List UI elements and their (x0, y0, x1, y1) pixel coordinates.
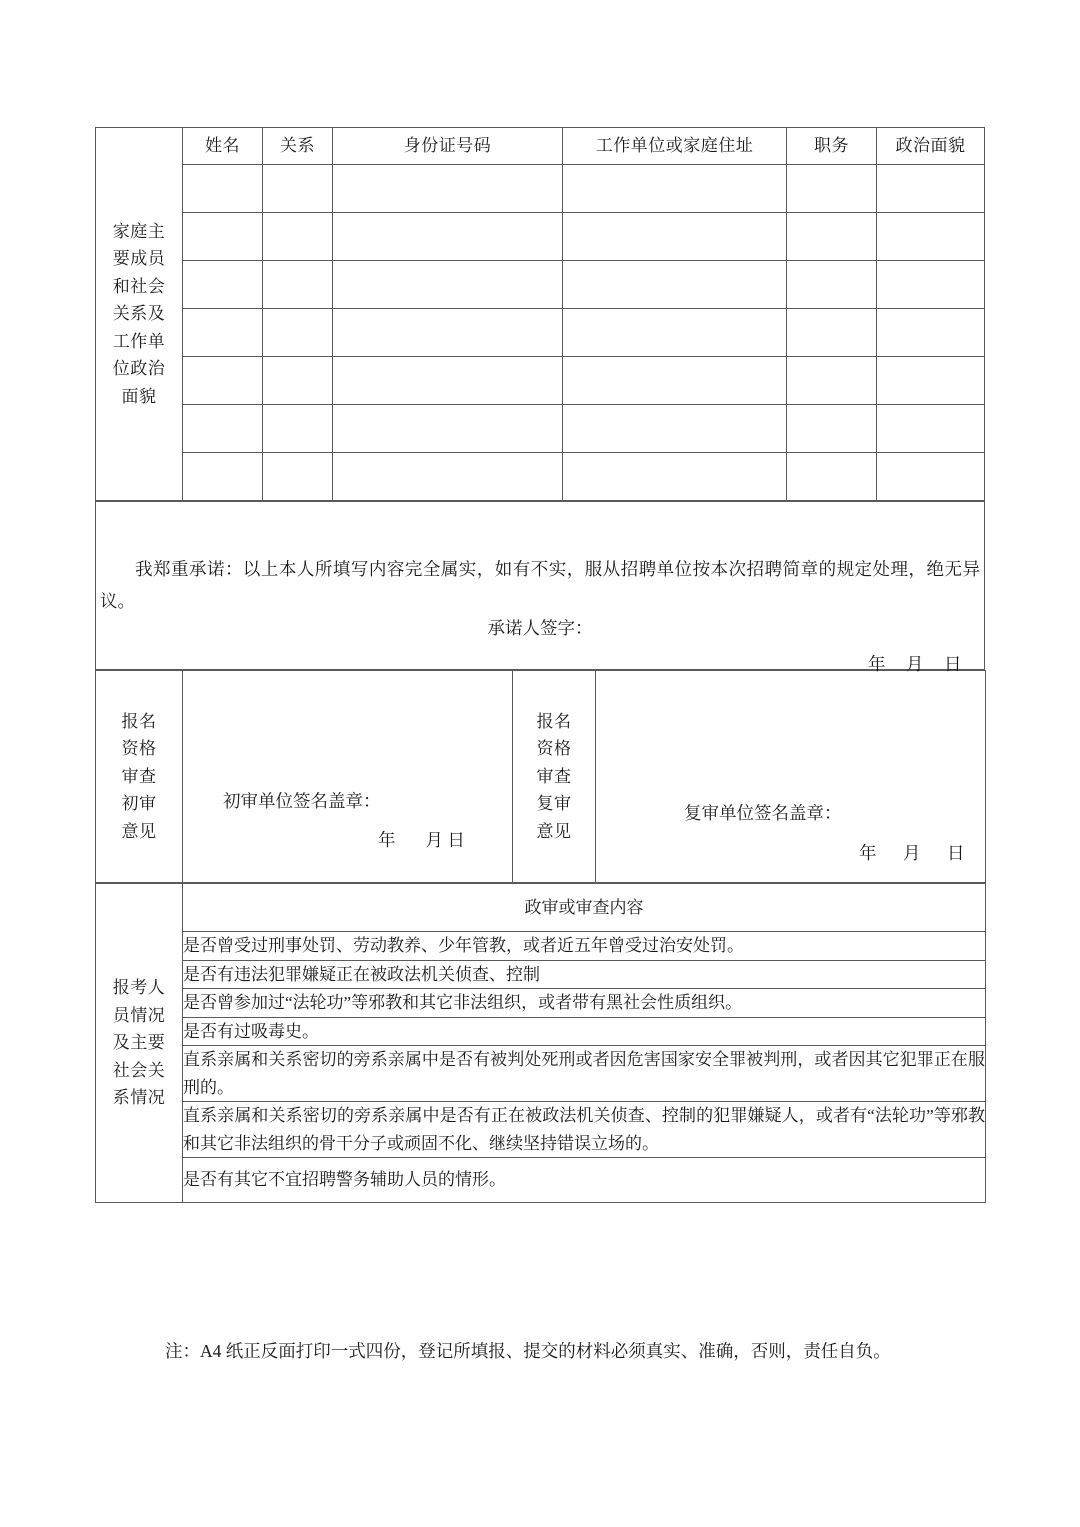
cell-political-status[interactable] (877, 261, 985, 309)
second-review-date-line (859, 839, 973, 867)
label-line: 审查 (536, 766, 572, 786)
cell-political-status[interactable] (877, 453, 985, 501)
cell-relation[interactable] (263, 309, 333, 357)
form-sheet (95, 127, 985, 1203)
political-review-item[interactable]: 是否曾参加过“法轮功”等邪教和其它非法组织，或者带有黑社会性质组织。 (183, 989, 986, 1018)
date-month-label: 月 (425, 830, 443, 850)
commitment-table (95, 501, 985, 674)
cell-political-status[interactable] (877, 165, 985, 213)
cell-id-number[interactable] (333, 357, 563, 405)
family-table-row-label (96, 128, 183, 501)
commitment-cell (96, 502, 985, 674)
label-line: 位政治 (112, 359, 166, 379)
label-line: 要成员 (112, 249, 166, 269)
political-review-item-row (96, 960, 986, 989)
cell-name[interactable] (183, 309, 263, 357)
cell-political-status[interactable] (877, 309, 985, 357)
political-review-item[interactable]: 直系亲属和关系密切的旁系亲属中是否有被判处死刑或者因危害国家安全罪被判刑，或者因其它犯罪正在服刑的。 (183, 1046, 986, 1102)
label-line: 资格 (536, 739, 572, 759)
first-review-signature-area[interactable] (183, 671, 513, 883)
cell-id-number[interactable] (333, 261, 563, 309)
column-header-political-status: 政治面貌 (877, 128, 985, 165)
political-review-item[interactable]: 是否有违法犯罪嫌疑正在被政法机关侦查、控制 (183, 960, 986, 989)
cell-name[interactable] (183, 405, 263, 453)
label-line: 报考人 (112, 978, 166, 998)
label-line: 家庭主 (112, 221, 166, 241)
first-review-label (96, 671, 183, 883)
second-review-signature-area[interactable] (596, 671, 986, 883)
family-members-table (95, 127, 985, 501)
label-line: 复审 (536, 794, 572, 814)
label-line: 审查 (121, 766, 157, 786)
first-review-date-line (378, 826, 488, 855)
label-line: 初审 (121, 794, 157, 814)
label-line: 意见 (536, 821, 572, 841)
footer-note: 注：A4 纸正反面打印一式四份，登记所填报、提交的材料必须真实、准确，否则，责任自负。 (165, 1341, 891, 1361)
cell-name[interactable] (183, 213, 263, 261)
table-row (96, 165, 985, 213)
political-review-item[interactable]: 是否有其它不宜招聘警务辅助人员的情形。 (183, 1158, 986, 1203)
cell-workplace-address[interactable] (563, 453, 787, 501)
review-row (96, 671, 986, 883)
cell-political-status[interactable] (877, 405, 985, 453)
political-review-item-row (96, 989, 986, 1018)
cell-relation[interactable] (263, 453, 333, 501)
political-review-header: 政审或审查内容 (183, 884, 986, 932)
commitment-row (96, 502, 985, 670)
cell-name[interactable] (183, 165, 263, 213)
cell-position[interactable] (787, 261, 877, 309)
label-line: 系情况 (112, 1088, 166, 1108)
date-year-label: 年 (378, 830, 396, 850)
table-header-row (96, 128, 985, 165)
column-header-id-number: 身份证号码 (333, 128, 563, 165)
cell-id-number[interactable] (333, 453, 563, 501)
table-row (96, 357, 985, 405)
signature-label: 承诺人签字： (487, 618, 593, 638)
cell-position[interactable] (787, 405, 877, 453)
label-line: 及主要 (112, 1033, 166, 1053)
date-month-label: 月 (906, 654, 924, 674)
cell-name[interactable] (183, 453, 263, 501)
label-line: 面貌 (121, 386, 157, 406)
political-review-item-row (96, 1017, 986, 1046)
cell-workplace-address[interactable] (563, 261, 787, 309)
label-line: 工作单 (112, 331, 166, 351)
cell-position[interactable] (787, 453, 877, 501)
cell-workplace-address[interactable] (563, 165, 787, 213)
cell-workplace-address[interactable] (563, 309, 787, 357)
second-review-stamp-label: 复审单位签名盖章： (684, 803, 842, 823)
political-review-item-row (96, 932, 986, 961)
column-header-position: 职务 (787, 128, 877, 165)
cell-workplace-address[interactable] (563, 405, 787, 453)
cell-position[interactable] (787, 213, 877, 261)
label-line: 报名 (121, 711, 157, 731)
cell-relation[interactable] (263, 261, 333, 309)
date-day-label: 日 (447, 830, 465, 850)
political-review-header-row (96, 884, 986, 932)
cell-name[interactable] (183, 261, 263, 309)
cell-name[interactable] (183, 357, 263, 405)
first-review-stamp-label: 初审单位签名盖章： (223, 791, 381, 811)
qualification-review-table (95, 670, 986, 883)
second-review-label (513, 671, 596, 883)
political-review-item[interactable]: 是否有过吸毒史。 (183, 1017, 986, 1046)
cell-id-number[interactable] (333, 213, 563, 261)
date-month-label: 月 (903, 843, 921, 863)
political-review-item-row (96, 1046, 986, 1102)
label-line: 资格 (121, 739, 157, 759)
commitment-text: 我郑重承诺：以上本人所填写内容完全属实，如有不实，服从招聘单位按本次招聘简章的规定处理，绝无异议。 (100, 559, 980, 611)
cell-relation[interactable] (263, 405, 333, 453)
cell-relation[interactable] (263, 165, 333, 213)
cell-position[interactable] (787, 309, 877, 357)
political-review-table (95, 883, 986, 1203)
label-line: 社会关 (112, 1060, 166, 1080)
political-review-item-row (96, 1158, 986, 1203)
label-line: 意见 (121, 821, 157, 841)
cell-relation[interactable] (263, 213, 333, 261)
column-header-workplace-address: 工作单位或家庭住址 (563, 128, 787, 165)
table-row (96, 261, 985, 309)
column-header-name: 姓名 (183, 128, 263, 165)
label-line: 关系及 (112, 304, 166, 324)
cell-workplace-address[interactable] (563, 357, 787, 405)
cell-id-number[interactable] (333, 309, 563, 357)
cell-position[interactable] (787, 165, 877, 213)
date-year-label: 年 (859, 843, 877, 863)
cell-position[interactable] (787, 357, 877, 405)
political-review-item[interactable]: 直系亲属和关系密切的旁系亲属中是否有正在被政法机关侦查、控制的犯罪嫌疑人，或者有“法轮功”等邪教和其它非法组织的骨干分子或顽固不化、继续坚持错误立场的。 (183, 1102, 986, 1158)
table-row (96, 453, 985, 501)
column-header-relation: 关系 (263, 128, 333, 165)
cell-workplace-address[interactable] (563, 213, 787, 261)
cell-id-number[interactable] (333, 165, 563, 213)
label-line: 报名 (536, 711, 572, 731)
table-row (96, 309, 985, 357)
political-review-item[interactable]: 是否曾受过刑事处罚、劳动教养、少年管教，或者近五年曾受过治安处罚。 (183, 932, 986, 961)
date-day-label: 日 (944, 654, 962, 674)
cell-political-status[interactable] (877, 213, 985, 261)
cell-relation[interactable] (263, 357, 333, 405)
table-row (96, 405, 985, 453)
political-review-item-row (96, 1102, 986, 1158)
cell-id-number[interactable] (333, 405, 563, 453)
table-row (96, 213, 985, 261)
cell-political-status[interactable] (877, 357, 985, 405)
label-line: 员情况 (112, 1005, 166, 1025)
label-line: 和社会 (112, 276, 166, 296)
date-year-label: 年 (868, 654, 886, 674)
political-review-row-label (96, 884, 183, 1203)
date-day-label: 日 (947, 843, 965, 863)
